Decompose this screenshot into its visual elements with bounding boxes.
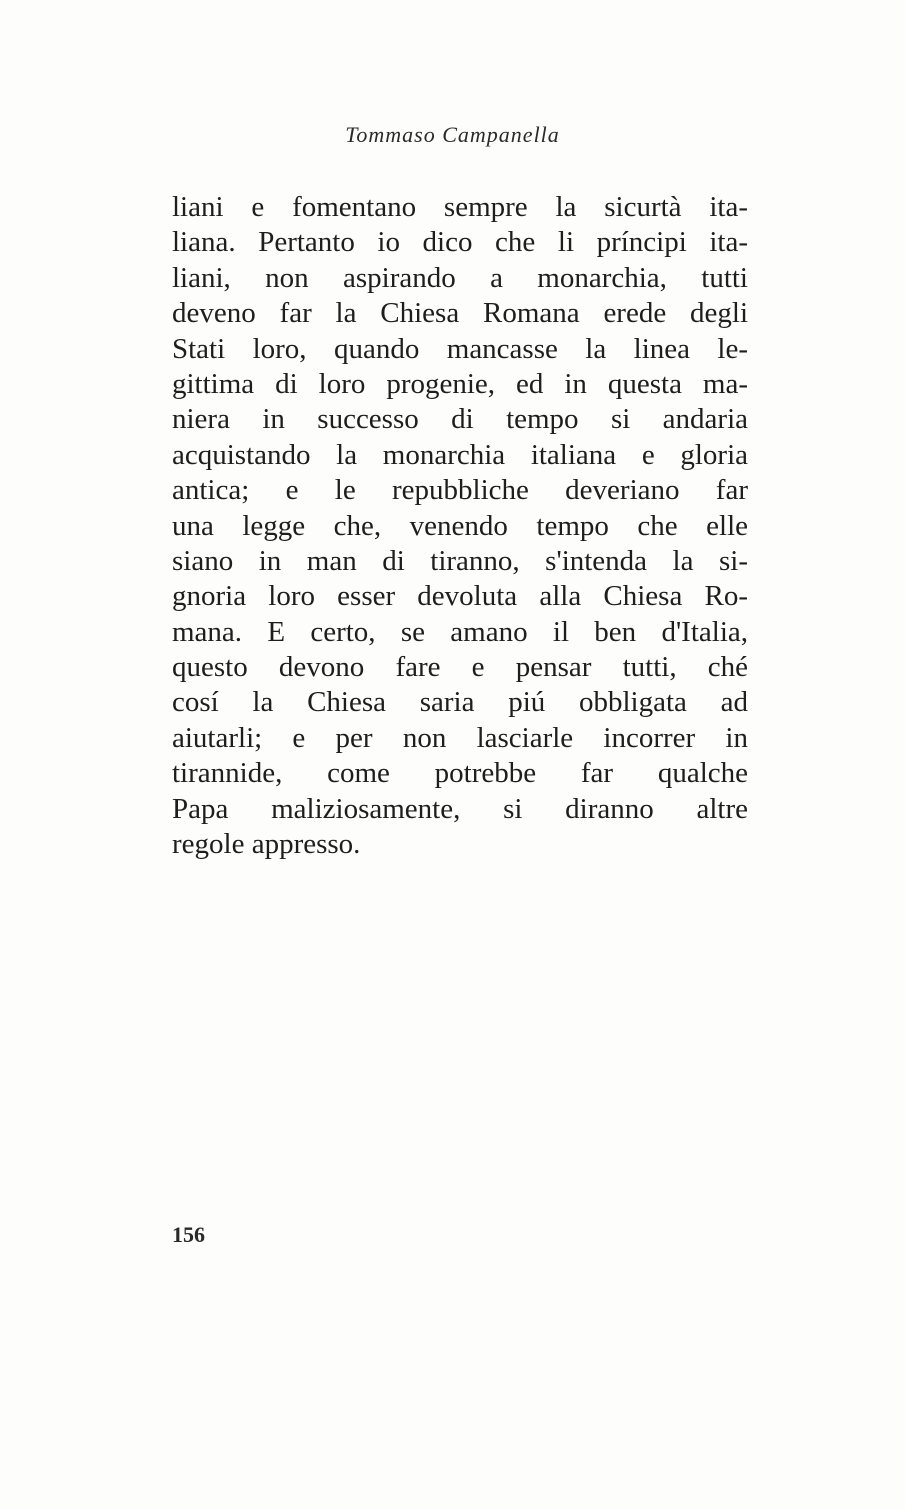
text-line: acquistando la monarchia italiana e gloria [172, 438, 748, 471]
text-line: cosí la Chiesa saria piú obbligata ad [172, 686, 748, 719]
text-line: siano in man di tiranno, s'intenda la si- [172, 544, 748, 577]
text-line: una legge che, venendo tempo che elle [172, 509, 748, 542]
text-line: tirannide, come potrebbe far qualche [172, 757, 748, 790]
text-line: gittima di loro progenie, ed in questa ma- [172, 367, 748, 400]
text-line: niera in successo di tempo si andaria [172, 403, 748, 436]
text-line: Stati loro, quando mancasse la linea le- [172, 332, 748, 365]
running-head: Tommaso Campanella [345, 122, 560, 147]
text-line-last: regole appresso. [172, 828, 361, 861]
text-line: antica; e le repubbliche deveriano far [172, 474, 748, 507]
text-line: liani, non aspirando a monarchia, tutti [172, 261, 748, 294]
text-line: deveno far la Chiesa Romana erede degli [172, 297, 748, 330]
text-line: liana. Pertanto io dico che li príncipi ita- [172, 226, 748, 259]
text-line: liani e fomentano sempre la sicurtà ita- [172, 191, 748, 223]
text-line: mana. E certo, se amano il ben d'Italia, [172, 615, 748, 648]
text-line: aiutarli; e per non lasciarle incorrer in [172, 721, 748, 754]
text-line: Papa maliziosamente, si diranno altre [172, 792, 748, 825]
text-line: questo devono fare e pensar tutti, ché [172, 651, 748, 684]
page-number: 156 [172, 1222, 205, 1247]
text-line: gnoria loro esser devoluta alla Chiesa Ro- [172, 580, 748, 613]
body-text [172, 190, 748, 862]
